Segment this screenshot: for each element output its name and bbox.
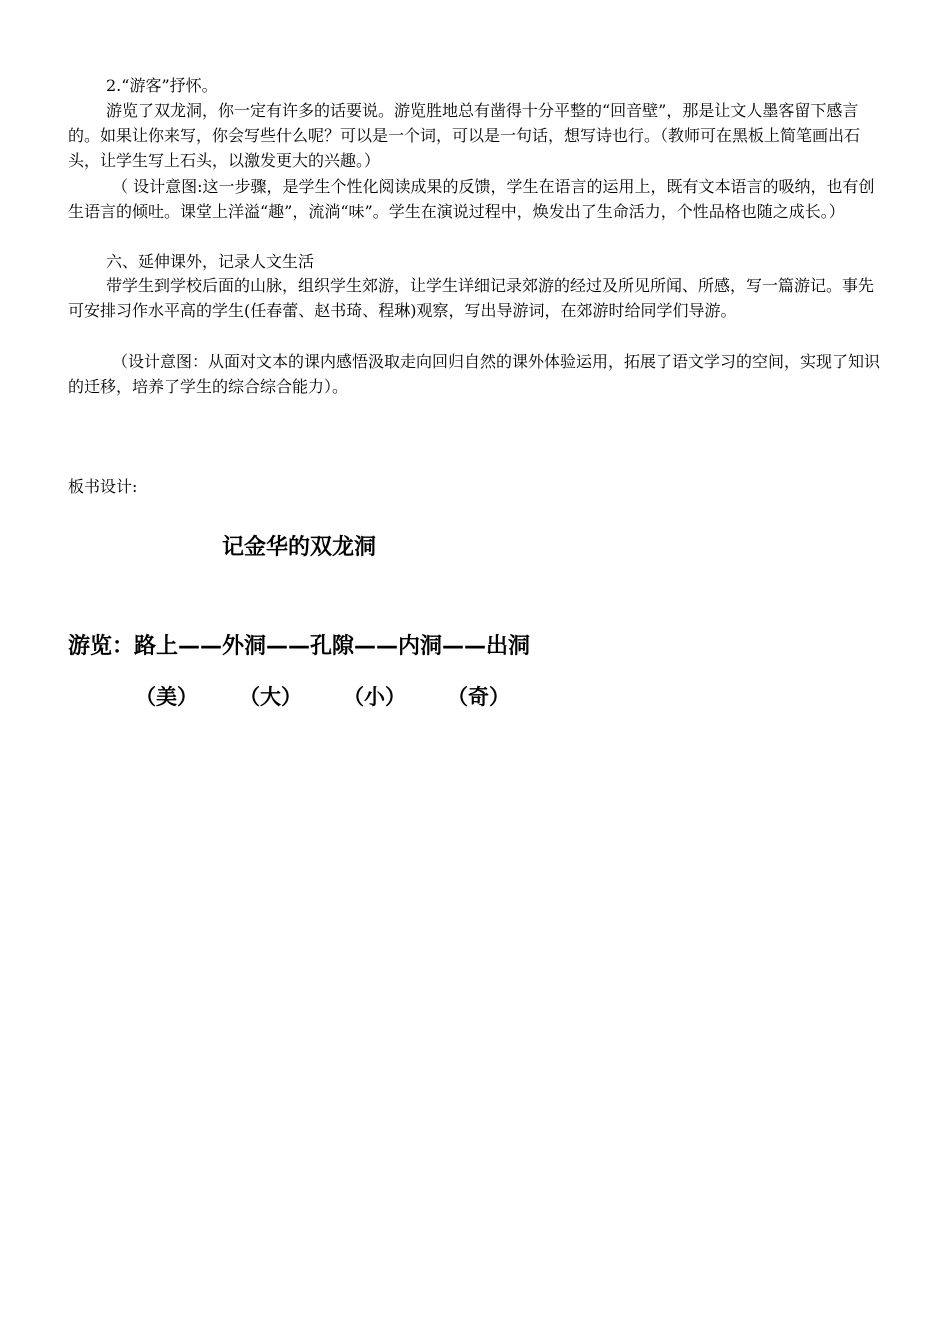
section6-body: 带学生到学校后面的山脉，组织学生郊游，让学生详细记录郊游的经过及所见所闻、所感，写一篇游记。事先可安排习作水平高的学生(任春蕾、赵书琦、程琳)观察，写出导游词，在郊游时给同学们导游。: [68, 276, 875, 320]
section2-design-intent: （ 设计意图:这一步骤，是学生个性化阅读成果的反馈，学生在语言的运用上，既有文本语言的吸纳，也有创生语言的倾吐。课堂上洋溢“趣”，流淌“味”。学生在演说过程中，焕发出了生命活力，个性品格也随之成长。）: [68, 177, 875, 221]
board-design-label: 板书设计:: [68, 477, 138, 496]
section2-body: 游览了双龙洞，你一定有许多的话要说。游览胜地总有凿得十分平整的“回音壁”，那是让文人墨客留下感言的。如果让你来写，你会写些什么呢？可以是一个词，可以是一句话，想写诗也行。（教师可在黑板上简笔画出石头，让学生写上石头，以激发更大的兴趣。）: [68, 101, 861, 170]
board-features: [135, 681, 551, 713]
section2-heading: 2.“游客”抒怀。: [106, 76, 218, 95]
feature-big: （大）: [239, 685, 302, 709]
feature-strange: （奇）: [447, 685, 510, 709]
board-title: 记金华的双龙洞: [222, 535, 377, 560]
section6-heading: 六、延伸课外，记录人文生活: [106, 252, 315, 271]
section6-design-intent: （设计意图：从面对文本的课内感悟汲取走向回归自然的课外体验运用，拓展了语文学习的空间，实现了知识的迁移，培养了学生的综合综合能力）。: [68, 352, 881, 396]
board-route: 游览：路上——外洞——孔隙——内洞——出洞: [68, 634, 531, 659]
feature-beautiful: （美）: [135, 685, 198, 709]
feature-small: （小）: [343, 685, 406, 709]
